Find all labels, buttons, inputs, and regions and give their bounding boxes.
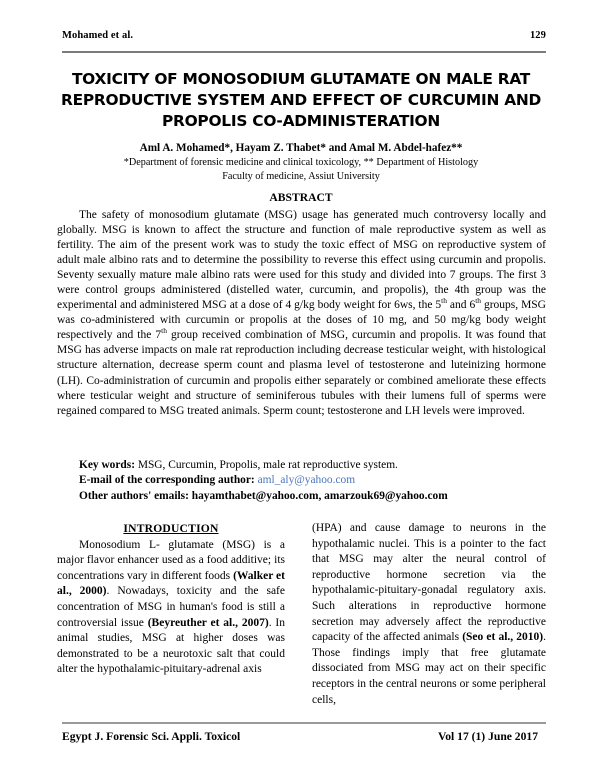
abstract-segment-1: The safety of monosodium glutamate (MSG) usage has generated much controversy locally and globally. MSG is known to affect the structure and function of male reproductive system as well as fertility. The aim of the present work was to study the toxic effect of MSG on reproductive system of adult male albino rats and to determine the possibility to reverse this effect using curcumin and propolis. Seventy sexually mature male albino rats were used for this study and divided into 7 groups. The first 3 were control groups administered (distelled water, curcumin, and propolis), the 4th group was the experimental and administered MSG at a dose of 4 g/kg body weight for 6ws, the [57,209,546,312]
citation-walker-2000: (Walker et al., 2000) [57,569,285,598]
citation-beyreuther-2007: (Beyreuther et al., 2007) [147,616,269,629]
running-head-authors: Mohamed et al. [62,30,134,41]
other-emails-line[interactable]: Other authors' emails: hayamthabet@yahoo.com, amarzouk69@yahoo.com [79,489,448,502]
running-head [62,30,546,41]
footer-volume-issue: Vol 17 (1) June 2017 [437,730,538,743]
corresponding-email-line [57,473,546,488]
keywords-line [57,458,546,473]
affiliation-line-2: Faculty of medicine, Assiut University [222,170,380,182]
corresponding-email-label: E-mail of the corresponding author: [79,474,255,487]
abstract-ordinal-6-suffix: th [475,296,482,306]
intro-left-text-c: . In animal studies, MSG at higher doses was demonstrated to be a neurotoxic salt that could alter the hypothalamic-pituitary-adrenal axis [57,616,285,676]
introduction-paragraph-right [312,521,546,708]
keywords-label: Key words: [79,459,135,471]
body-columns [57,521,546,713]
abstract-metadata [57,458,546,504]
corresponding-email-link[interactable]: aml_aly@yahoo.com [257,474,356,487]
affiliation-line-1: *Department of forensic medicine and clinical toxicology, ** Department of Histology [123,157,479,168]
keywords-value: MSG, Curcumin, Propolis, male rat reproductive system. [135,459,398,471]
page-number: 129 [529,30,546,41]
abstract-ordinal-5-suffix: th [441,296,447,306]
footer-journal-name: Egypt J. Forensic Sci. Appli. Toxicol [62,730,241,743]
abstract-text [57,208,546,419]
footer-divider [62,722,546,724]
intro-left-text-b: . Nowadays, toxicity and the safe concentration of MSG in human's food is still a controversial issue [57,585,285,629]
page-footer [62,730,546,743]
intro-left-text-a: Monosodium L- glutamate (MSG) is a major flavor enhancer used as a food additive; its concentrations vary in different foods [57,538,285,582]
article-title: TOXICITY OF MONOSODIUM GLUTAMATE ON MALE RAT REPRODUCTIVE SYSTEM AND EFFECT OF CURCUMIN AND PROPOLIS CO-ADMINISTERATION [60,70,542,130]
author-list: Aml A. Mohamed*, Hayam Z. Thabet* and Amal M. Abdel-hafez** [139,142,463,154]
column-right [312,521,546,713]
column-left [57,521,285,713]
introduction-heading: INTRODUCTION [123,522,219,535]
intro-right-text-a: (HPA) and cause damage to neurons in the hypothalamic nuclei. This is a pointer to the fact that MSG may alter the neural control of reproductive hormone secretion via the hypothalamic-pituitary-gonadal regulatory axis. Such alterations in reproductive hormone secretion may adversely affect the reproductive capacity of the affected animals [312,522,546,644]
abstract-heading: ABSTRACT [269,191,333,204]
abstract-ordinal-5: 5 [435,299,442,312]
affiliations [46,156,556,183]
abstract-ordinal-7-suffix: th [161,326,167,336]
abstract-segment-2: and 6 [446,299,476,312]
citation-seo-2010: (Seo et al., 2010) [462,631,544,644]
abstract-segment-3: groups, MSG was co-administered with curcumin or propolis at the doses of 10 mg, and 50 mg/kg body weight respectively and the 7 [57,299,546,342]
header-divider [62,51,546,53]
intro-right-text-b: . Those findings imply that free glutamate dissociated from MSG may act on their specific receptors in the central neurons or some peripheral cells, [312,631,546,706]
abstract-segment-4: group received combination of MSG, curcumin and propolis. It was found that MSG has adverse impacts on male rat reproduction including decrease testicular weight, with histological structure alternation, decrease sperm count and plasma level of testosterone and luteinizing hormone (LH). Co-administration of curcumin and propolis either separately or combined ameliorate these effects where testicular weight and structure of seminiferous tubules with their lumens full of sperms were regained compared to MSG treated animals. Sperm count; testosterone and LH levels were improved. [57,329,546,417]
introduction-paragraph-left [57,538,285,678]
